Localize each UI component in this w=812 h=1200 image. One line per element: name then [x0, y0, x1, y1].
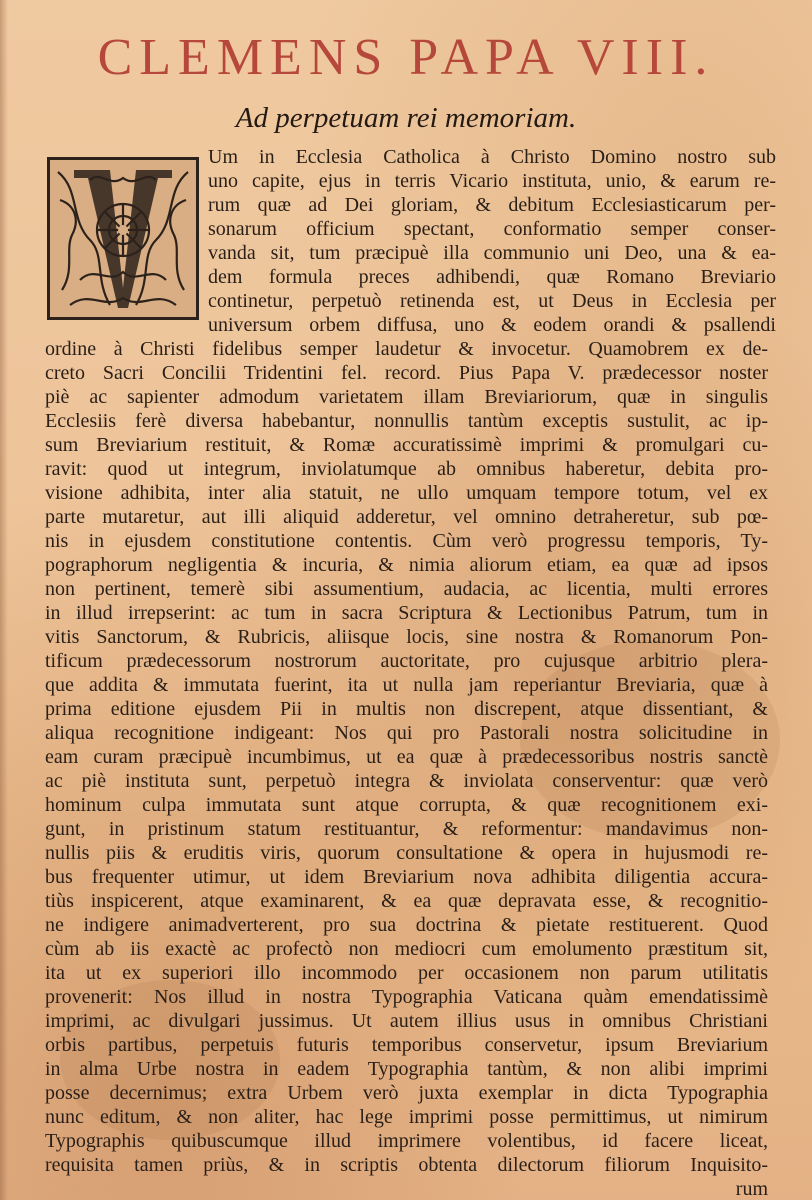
text-line: tificum prædecessorum nostrorum auctoritate, pro cujusque arbitrio plera- [45, 650, 768, 672]
text-line: gunt, in pristinum statum restituantur, & reformentur: mandavimus non- [45, 818, 768, 840]
text-line: ac piè instituta sunt, perpetuò integra & inviolata conserventur: quæ verò [45, 770, 768, 792]
text-line: visione adhibita, inter alia statuit, ne ullo umquam tempore totum, vel ex [45, 482, 768, 504]
text-line: Typographis quibuscumque illud imprimere volentibus, id facere liceat, [45, 1130, 768, 1152]
text-line: dem formula preces adhibendi, quæ Romano Breviario [208, 266, 776, 288]
catchword: rum [735, 1178, 768, 1200]
text-line: Um in Ecclesia Catholica à Christo Domino nostro sub [208, 146, 776, 168]
text-line: Ecclesiis ferè diversa habebantur, nonnullis tantùm exceptis sustulit, ac ip- [45, 410, 768, 432]
text-line: posse decernimus; extra Urbem verò juxta exemplar in dicta Typographia [45, 1082, 768, 1104]
text-line: parte mutaretur, aut illi aliquid adderetur, vel omnino detraheretur, sub pœ- [45, 506, 768, 528]
text-line: uno capite, ejus in terris Vicario instituta, unio, & earum re- [208, 170, 776, 192]
text-line: aliqua recognitione indigeant: Nos qui pro Pastorali nostra solicitudine in [45, 722, 768, 744]
text-line: requisita tamen priùs, & in scriptis obtenta dilectorum filiorum Inquisito- [45, 1154, 768, 1176]
text-line: cùm ab iis exactè ac profectò non mediocri cum emolumento præstitum sit, [45, 938, 768, 960]
text-line: sonarum officium spectant, conformatio semper conser- [208, 218, 776, 240]
text-line: nis in ejusdem constitutione contentis. Cùm verò progressu temporis, Ty- [45, 530, 768, 552]
text-line: creto Sacri Concilii Tridentini fel. record. Pius Papa V. prædecessor noster [45, 362, 768, 384]
text-line: ravit: quod ut integrum, inviolatumque ab omnibus haberetur, debita pro- [45, 458, 768, 480]
text-line: imprimi, ac divulgari jussimus. Ut autem illius usus in omnibus Christiani [45, 1010, 768, 1032]
text-line: eam curam præcipuè incumbimus, ut ea quæ à prædecessoribus nostris sanctè [45, 746, 768, 768]
text-line: universum orbem diffusa, uno & eodem orandi & psallendi [208, 314, 776, 336]
text-line: piè ac sapienter admodum varietatem illam Breviariorum, quæ in singulis [45, 386, 768, 408]
text-line: orbis partibus, perpetuis futuris temporibus conservetur, ipsum Breviarium [45, 1034, 768, 1056]
text-line: nullis piis & eruditis viris, quorum consultatione & opera in hujusmodi re- [45, 842, 768, 864]
text-line: hominum culpa immutata sunt atque corrupta, & quæ recognitionem exi- [45, 794, 768, 816]
page-subtitle: Ad perpetuam rei memoriam. [235, 102, 577, 134]
text-line: ne indigere animadverterent, pro sua doctrina & pietate restituerent. Quod [45, 914, 768, 936]
text-line: pographorum negligentia & incuria, & nimia aliorum etiam, ea quæ ad ipsos [45, 554, 768, 576]
page-title: CLEMENS PAPA VIII. [97, 29, 715, 86]
body-text [0, 145, 812, 1200]
text-line: prima editione ejusdem Pii in multis non discrepent, atque dissentiant, & [45, 698, 768, 720]
text-line: nunc editum, & non aliter, hac lege imprimi posse permittimus, ut nimirum [45, 1106, 768, 1128]
text-line: continetur, perpetuò retinenda est, ut Deus in Ecclesia per [208, 290, 776, 312]
text-line: que addita & immutata fuerint, ita ut nulla jam reperiantur Breviaria, quæ à [45, 674, 768, 696]
text-line: in alma Urbe nostra in eadem Typographia tantùm, & non alibi imprimi [45, 1058, 768, 1080]
text-line: bus frequenter utimur, ut idem Breviarium nova adhibita diligentia accura- [45, 866, 768, 888]
text-line: ita ut ex superiori illo incommodo per occasionem non parum utilitatis [45, 962, 768, 984]
text-line: provenerit: Nos illud in nostra Typographia Vaticana quàm emendatissimè [45, 986, 768, 1008]
text-line: tiùs inspicerent, atque examinarent, & ea quæ depravata esse, & recognitio- [45, 890, 768, 912]
text-line: ordine à Christi fidelibus semper laudetur & invocetur. Quamobrem ex de- [45, 338, 768, 360]
text-line: vitis Sanctorum, & Rubricis, aliisque locis, sine nostra & Romanorum Pon- [45, 626, 768, 648]
text-line: sum Breviarium restituit, & Romæ accuratissimè imprimi & promulgari cu- [45, 434, 768, 456]
text-line: in illud irrepserint: ac tum in sacra Scriptura & Lectionibus Patrum, tum in [45, 602, 768, 624]
text-line: rum quæ ad Dei gloriam, & debitum Ecclesiasticarum per- [208, 194, 776, 216]
text-line: non pertinent, temerè sibi assumentium, audacia, ac licentia, multi errores [45, 578, 768, 600]
text-line: vanda sit, tum præcipuè illa communio uni Deo, una & ea- [208, 242, 776, 264]
